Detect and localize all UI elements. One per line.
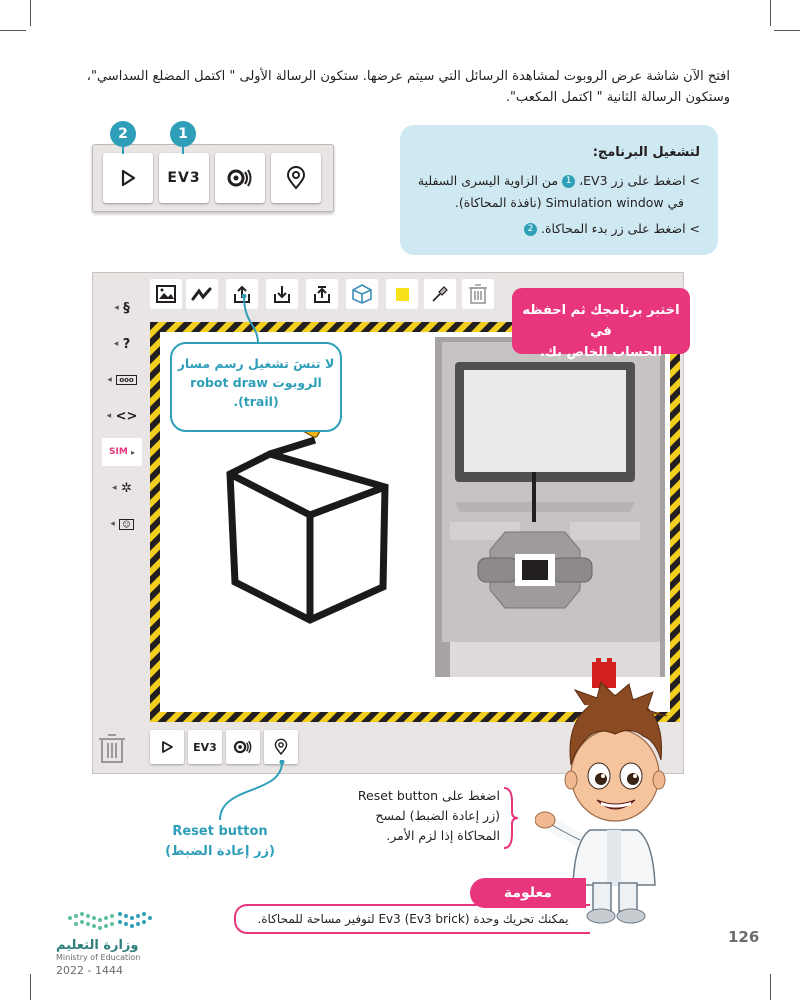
- location-pin-icon: [274, 738, 288, 756]
- intro-line-1: افتح الآن شاشة عرض الروبوت لمشاهدة الرسائل التي سيتم عرضها. ستكون الرسالة الأولى " اكتمل المضلع السداسي"،: [86, 69, 730, 84]
- run-program-box: [400, 125, 718, 255]
- page-number: 126: [728, 928, 760, 946]
- reset-connector-line: [210, 760, 290, 822]
- run-step-1-text-b: من الزاوية اليسرى السفلية: [417, 173, 559, 188]
- play-icon: [118, 168, 138, 188]
- background-image-tool[interactable]: [150, 279, 182, 309]
- crop-mark: [774, 30, 800, 31]
- step-number-1: 1: [562, 175, 575, 188]
- crop-mark: [770, 974, 771, 1000]
- run-step-2-text: > اضغط على زر بدء المحاكاة.: [541, 221, 700, 236]
- sidebar-item-sim[interactable]: SIM ▸: [102, 438, 142, 466]
- badge-connector: [122, 146, 124, 154]
- reset-button[interactable]: [264, 730, 298, 764]
- eyedropper-tool[interactable]: [424, 279, 456, 309]
- crop-mark: [770, 0, 771, 26]
- play-icon: [160, 740, 174, 754]
- sim-toolbar-illustration: [92, 144, 334, 212]
- cube-icon: [351, 283, 373, 305]
- delete-tool[interactable]: [462, 279, 494, 309]
- info-text-bar: [234, 904, 590, 934]
- ministry-english: Ministry of Education: [56, 953, 141, 962]
- run-box-title: لتشغيل البرنامج:: [592, 145, 700, 160]
- cube-trail-drawing: [230, 440, 385, 620]
- sound-button[interactable]: [226, 730, 260, 764]
- save-callout-line-2: الحساب الخاص بك.: [540, 345, 662, 360]
- trail-reminder-bubble: [170, 342, 342, 432]
- eyedropper-icon: [430, 284, 450, 304]
- info-title-tab: معلومة: [470, 878, 586, 908]
- download-icon: [272, 284, 292, 304]
- bottom-trash[interactable]: [98, 732, 126, 768]
- save-program-callout: [512, 288, 690, 360]
- reset-button[interactable]: [271, 153, 321, 203]
- run-step-2: [524, 221, 700, 236]
- reset-note-brace: [500, 786, 520, 850]
- intro-paragraph: [60, 66, 730, 108]
- sound-icon: [233, 739, 253, 755]
- run-step-1-cont: في Simulation window (نافذة المحاكاة).: [454, 195, 684, 210]
- step-number-2: 2: [524, 223, 537, 236]
- ministry-arabic: وزارة التعليم: [56, 938, 139, 953]
- ev3-brick: [435, 337, 665, 688]
- yellow-swatch-icon: [396, 288, 409, 301]
- ev3-label: EV3: [193, 740, 217, 754]
- sidebar-item-robot[interactable]: ◂ ☺: [102, 510, 142, 538]
- sound-button[interactable]: [215, 153, 265, 203]
- trail-bubble-line-2: الروبوت robot draw: [190, 375, 322, 390]
- trail-bubble-line-1: لا تنسَ تشغيل رسم مسار: [177, 356, 335, 371]
- reset-note: [320, 786, 500, 846]
- 3d-view-tool[interactable]: [346, 279, 378, 309]
- info-text: يمكنك تحريك وحدة Ev3 (Ev3 brick) لتوفير مساحة للمحاكاة.: [257, 912, 569, 926]
- sidebar-item-variables[interactable]: ◂ §: [114, 300, 130, 316]
- image-icon: [156, 285, 176, 303]
- ev3-label: EV3: [167, 170, 201, 186]
- robot-draw-trail-tool[interactable]: [186, 279, 218, 309]
- ministry-logo-mark: [64, 904, 154, 934]
- step-badge-1: 1: [170, 121, 196, 147]
- reset-note-line-1: اضغط على Reset button: [357, 788, 500, 803]
- trail-icon: [191, 287, 213, 301]
- reset-note-line-2: (زر إعادة الضبط) لمسح: [375, 808, 500, 823]
- sidebar-item-debug[interactable]: ◂ ✲: [112, 480, 132, 496]
- sound-icon: [227, 167, 253, 189]
- ministry-year: 2022 - 1444: [56, 964, 123, 977]
- trail-connector-line: [236, 294, 266, 346]
- start-simulation-button[interactable]: [150, 730, 184, 764]
- badge-connector: [182, 146, 184, 154]
- ev3-button[interactable]: [188, 730, 222, 764]
- sidebar-item-source[interactable]: ◂ <>: [106, 408, 138, 424]
- trash-icon: [468, 283, 488, 305]
- run-step-1-text-a: > اضغط على زر EV3،: [579, 173, 700, 188]
- ministry-logo: [56, 904, 156, 977]
- location-pin-icon: [286, 166, 306, 190]
- play-button[interactable]: [103, 153, 153, 203]
- reset-caption-en: Reset button: [172, 824, 268, 839]
- run-step-1: [418, 173, 700, 188]
- download-tool[interactable]: [266, 279, 298, 309]
- save-callout-line-1: اختبر برنامجك ثم احفظه في: [522, 303, 680, 339]
- ev3-button[interactable]: [159, 153, 209, 203]
- sim-label: SIM: [109, 447, 128, 457]
- color-tool[interactable]: [386, 279, 418, 309]
- reset-button-caption: [160, 822, 280, 862]
- sidebar-item-code[interactable]: ◂ ooo: [102, 366, 142, 394]
- export-icon: [312, 284, 332, 304]
- intro-line-2: وستكون الرسالة الثانية " اكتمل المكعب".: [505, 90, 730, 105]
- export-tool[interactable]: [306, 279, 338, 309]
- crop-mark: [0, 30, 26, 31]
- trash-icon: [98, 732, 126, 764]
- crop-mark: [30, 0, 31, 26]
- crop-mark: [30, 974, 31, 1000]
- sidebar-item-help[interactable]: ◂ ?: [113, 336, 131, 352]
- reset-caption-ar: (زر إعادة الضبط): [165, 844, 275, 859]
- reset-note-line-3: المحاكاة إذا لزم الأمر.: [386, 828, 500, 843]
- step-badge-2: 2: [110, 121, 136, 147]
- trail-bubble-line-3: (trail).: [233, 394, 279, 409]
